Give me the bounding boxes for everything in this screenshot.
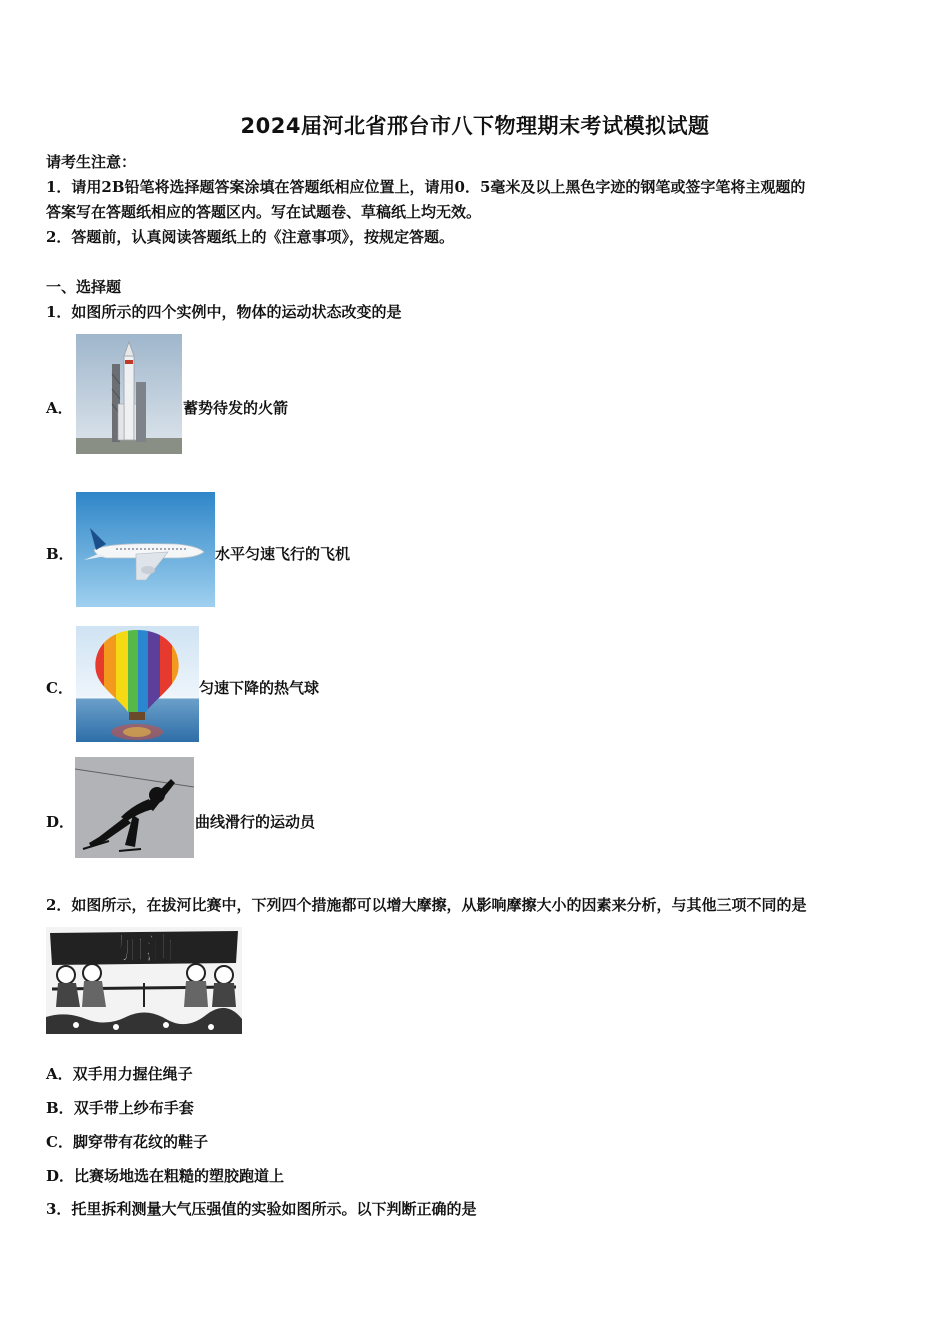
airplane-image <box>76 492 215 607</box>
q1-option-a-text: 蓄势待发的火箭 <box>183 399 289 417</box>
tug-of-war-image <box>46 927 242 1034</box>
q2-option-a-text: 双手用力握住绳子 <box>72 1065 193 1083</box>
q2-option-d <box>46 1165 284 1186</box>
hot-air-balloon-image <box>76 626 199 742</box>
notice-line-2: 2．答题前，认真阅读答题纸上的《注意事项》，按规定答题。 <box>46 228 454 246</box>
q1-option-c-label: C． <box>46 679 73 697</box>
q2-option-c <box>46 1131 208 1152</box>
q2-option-b-label: B． <box>46 1099 74 1117</box>
q1-option-b-text: 水平匀速飞行的飞机 <box>215 545 351 563</box>
q1-option-d-label: D． <box>46 813 75 831</box>
q1-option-a-label: A． <box>46 399 73 417</box>
notice-line-1a: 1．请用2B铅笔将选择题答案涂填在答题纸相应位置上，请用0．5毫米及以上黑色字迹的钢笔或签字笔将主观题的 <box>46 178 806 196</box>
banner-text: 加油 <box>114 932 174 967</box>
speed-skater-image <box>75 757 194 858</box>
q2-option-d-text: 比赛场地选在粗糙的塑胶跑道上 <box>74 1167 285 1185</box>
q1-option-b-label: B． <box>46 545 74 563</box>
question-1-stem: 1．如图所示的四个实例中，物体的运动状态改变的是 <box>46 303 402 321</box>
notice-line-1b: 答案写在答题纸相应的答题区内。写在试题卷、草稿纸上均无效。 <box>46 203 482 221</box>
question-3-stem: 3．托里拆利测量大气压强值的实验如图所示。以下判断正确的是 <box>46 1200 477 1218</box>
rocket-image <box>76 334 182 454</box>
question-2-stem: 2．如图所示，在拔河比赛中，下列四个措施都可以增大摩擦，从影响摩擦大小的因素来分析，与其他三项不同的是 <box>46 896 807 914</box>
q2-option-c-label: C． <box>46 1133 73 1151</box>
q2-option-d-label: D． <box>46 1167 75 1185</box>
q2-option-b-text: 双手带上纱布手套 <box>73 1099 194 1117</box>
page-title: 2024届河北省邢台市八下物理期末考试模拟试题 <box>240 114 710 138</box>
q1-option-c-text: 匀速下降的热气球 <box>199 679 320 697</box>
q2-option-c-text: 脚穿带有花纹的鞋子 <box>72 1133 208 1151</box>
q2-option-b <box>46 1097 194 1118</box>
q1-option-d-text: 曲线滑行的运动员 <box>195 813 316 831</box>
notice-heading: 请考生注意： <box>46 153 137 171</box>
section-heading: 一、选择题 <box>46 278 122 296</box>
q2-option-a <box>46 1063 193 1084</box>
q2-option-a-label: A． <box>46 1065 73 1083</box>
